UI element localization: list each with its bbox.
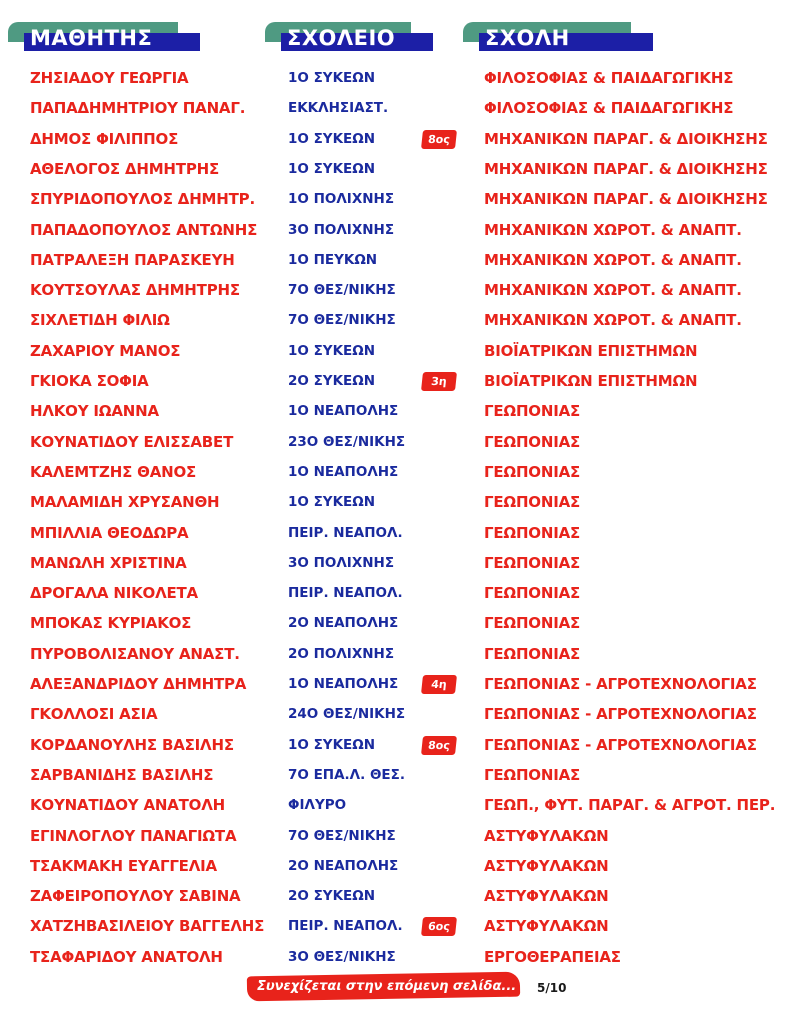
- school-name: 24Ο ΘΕΣ/ΝΙΚΗΣ: [288, 706, 406, 723]
- table-row: [0, 215, 793, 245]
- faculty-name: ΑΣΤΥΦΥΛΑΚΩΝ: [484, 887, 609, 906]
- table-row: [0, 184, 793, 214]
- school-name: 1Ο ΝΕΑΠΟΛΗΣ: [288, 463, 399, 480]
- student-name: ΚΟΥΝΑΤΙΔΟΥ ΕΛΙΣΣΑΒΕΤ: [30, 432, 234, 451]
- rank-badge: 8ος: [421, 736, 457, 755]
- school-name: 7Ο ΘΕΣ/ΝΙΚΗΣ: [288, 827, 396, 844]
- table-row: [0, 154, 793, 184]
- student-name: ΖΗΣΙΑΔΟΥ ΓΕΩΡΓΙΑ: [30, 69, 189, 87]
- faculty-name: ΦΙΛΟΣΟΦΙΑΣ & ΠΑΙΔΑΓΩΓΙΚΗΣ: [484, 69, 734, 87]
- table-row: [0, 366, 793, 396]
- student-name: ΔΗΜΟΣ ΦΙΛΙΠΠΟΣ: [30, 129, 179, 148]
- faculty-name: ΓΕΩΠΟΝΙΑΣ: [484, 614, 581, 633]
- table-row: [0, 457, 793, 487]
- school-name: ΠΕΙΡ. ΝΕΑΠΟΛ.: [288, 524, 403, 541]
- faculty-name: ΓΕΩΠΟΝΙΑΣ: [484, 462, 581, 481]
- faculty-name: ΜΗΧΑΝΙΚΩΝ ΧΩΡΟΤ. & ΑΝΑΠΤ.: [484, 281, 742, 300]
- school-name: 7Ο ΘΕΣ/ΝΙΚΗΣ: [288, 282, 396, 299]
- faculty-name: ΓΕΩΠΟΝΙΑΣ - ΑΓΡΟΤΕΧΝΟΛΟΓΙΑΣ: [484, 675, 757, 693]
- student-name: ΤΣΑΦΑΡΙΔΟΥ ΑΝΑΤΟΛΗ: [30, 947, 223, 966]
- school-name: ΠΕΙΡ. ΝΕΑΠΟΛ.: [288, 918, 403, 935]
- school-name: ΠΕΙΡ. ΝΕΑΠΟΛ.: [288, 585, 403, 602]
- school-name: 1Ο ΣΥΚΕΩΝ: [288, 736, 376, 753]
- student-name: ΜΠΟΚΑΣ ΚΥΡΙΑΚΟΣ: [30, 614, 192, 633]
- student-name: ΠΑΠΑΔΟΠΟΥΛΟΣ ΑΝΤΩΝΗΣ: [30, 220, 258, 239]
- table-row: [0, 93, 793, 123]
- school-name: ΕΚΚΛΗΣΙΑΣΤ.: [288, 100, 389, 117]
- student-name: ΔΡΟΓΑΛΑ ΝΙΚΟΛΕΤΑ: [30, 584, 198, 603]
- table-row: [0, 760, 793, 790]
- student-name: ΤΣΑΚΜΑΚΗ ΕΥΑΓΓΕΛΙΑ: [30, 856, 217, 875]
- student-name: ΠΥΡΟΒΟΛΙΣΑΝΟΥ ΑΝΑΣΤ.: [30, 644, 240, 663]
- student-name: ΜΑΛΑΜΙΔΗ ΧΡΥΣΑΝΘΗ: [30, 493, 220, 512]
- table-row: [0, 942, 793, 972]
- student-name: ΚΟΥΤΣΟΥΛΑΣ ΔΗΜΗΤΡΗΣ: [30, 281, 240, 300]
- faculty-name: ΓΕΩΠΟΝΙΑΣ: [484, 432, 581, 451]
- student-name: ΓΚΙΟΚΑ ΣΟΦΙΑ: [30, 372, 149, 390]
- school-name: 1Ο ΝΕΑΠΟΛΗΣ: [288, 676, 399, 692]
- header-faculty: [463, 22, 653, 54]
- table-row: [0, 305, 793, 335]
- faculty-name: ΜΗΧΑΝΙΚΩΝ ΠΑΡΑΓ. & ΔΙΟΙΚΗΣΗΣ: [484, 159, 768, 178]
- rank-badge: 4η: [421, 675, 457, 694]
- student-name: ΕΓΙΝΛΟΓΛΟΥ ΠΑΝΑΓΙΩΤΑ: [30, 826, 237, 845]
- faculty-name: ΒΙΟΪΑΤΡΙΚΩΝ ΕΠΙΣΤΗΜΩΝ: [484, 372, 698, 390]
- rank-badge: 3η: [421, 372, 457, 391]
- table-row: [0, 396, 793, 426]
- header-school-label: ΣΧΟΛΕΙΟ: [287, 26, 396, 50]
- table-row: [0, 730, 793, 760]
- student-name: ΣΙΧΛΕΤΙΔΗ ΦΙΛΙΩ: [30, 311, 170, 330]
- school-name: 7Ο ΘΕΣ/ΝΙΚΗΣ: [288, 312, 396, 329]
- rank-badge: 6ος: [421, 917, 457, 936]
- faculty-name: ΜΗΧΑΝΙΚΩΝ ΧΩΡΟΤ. & ΑΝΑΠΤ.: [484, 220, 742, 239]
- school-name: 2Ο ΝΕΑΠΟΛΗΣ: [288, 615, 399, 632]
- table-row: [0, 336, 793, 366]
- student-name: ΧΑΤΖΗΒΑΣΙΛΕΙΟΥ ΒΑΓΓΕΛΗΣ: [30, 917, 265, 936]
- student-name: ΜΑΝΩΛΗ ΧΡΙΣΤΙΝΑ: [30, 553, 187, 572]
- faculty-name: ΓΕΩΠΟΝΙΑΣ - ΑΓΡΟΤΕΧΝΟΛΟΓΙΑΣ: [484, 735, 757, 754]
- faculty-name: ΒΙΟΪΑΤΡΙΚΩΝ ΕΠΙΣΤΗΜΩΝ: [484, 341, 698, 360]
- school-name: 3Ο ΠΟΛΙΧΝΗΣ: [288, 221, 395, 238]
- table-row: [0, 275, 793, 305]
- table-row: [0, 669, 793, 699]
- faculty-name: ΑΣΤΥΦΥΛΑΚΩΝ: [484, 856, 609, 875]
- faculty-name: ΜΗΧΑΝΙΚΩΝ ΠΑΡΑΓ. & ΔΙΟΙΚΗΣΗΣ: [484, 129, 768, 148]
- school-name: 3Ο ΠΟΛΙΧΝΗΣ: [288, 554, 395, 571]
- table-row: [0, 427, 793, 457]
- school-name: 2Ο ΣΥΚΕΩΝ: [288, 888, 376, 905]
- school-name: 1Ο ΣΥΚΕΩΝ: [288, 342, 376, 359]
- table-row: [0, 518, 793, 548]
- table-row: [0, 124, 793, 154]
- faculty-name: ΓΕΩΠ., ΦΥΤ. ΠΑΡΑΓ. & ΑΓΡΟΤ. ΠΕΡ.: [484, 796, 776, 815]
- table-row: [0, 790, 793, 820]
- student-name: ΖΑΦΕΙΡΟΠΟΥΛΟΥ ΣΑΒΙΝΑ: [30, 887, 241, 906]
- faculty-name: ΓΕΩΠΟΝΙΑΣ - ΑΓΡΟΤΕΧΝΟΛΟΓΙΑΣ: [484, 705, 757, 724]
- student-name: ΣΠΥΡΙΔΟΠΟΥΛΟΣ ΔΗΜΗΤΡ.: [30, 190, 255, 209]
- school-name: 2Ο ΠΟΛΙΧΝΗΣ: [288, 645, 395, 662]
- faculty-name: ΑΣΤΥΦΥΛΑΚΩΝ: [484, 917, 609, 936]
- school-name: 1Ο ΣΥΚΕΩΝ: [288, 130, 376, 147]
- table-row: [0, 608, 793, 638]
- school-name: 1Ο ΣΥΚΕΩΝ: [288, 494, 376, 511]
- student-name: ΚΟΡΔΑΝΟΥΛΗΣ ΒΑΣΙΛΗΣ: [30, 735, 234, 754]
- faculty-name: ΓΕΩΠΟΝΙΑΣ: [484, 523, 581, 542]
- header-student: [8, 22, 200, 54]
- faculty-name: ΜΗΧΑΝΙΚΩΝ ΠΑΡΑΓ. & ΔΙΟΙΚΗΣΗΣ: [484, 190, 768, 209]
- table-row: [0, 639, 793, 669]
- school-name: 7Ο ΕΠΑ.Λ. ΘΕΣ.: [288, 766, 405, 783]
- student-name: ΓΚΟΛΛΟΣΙ ΑΣΙΑ: [30, 705, 158, 724]
- school-name: 1Ο ΠΕΥΚΩΝ: [288, 251, 378, 268]
- school-name: 2Ο ΣΥΚΕΩΝ: [288, 373, 376, 389]
- faculty-name: ΦΙΛΟΣΟΦΙΑΣ & ΠΑΙΔΑΓΩΓΙΚΗΣ: [484, 99, 734, 118]
- school-name: ΦΙΛΥΡΟ: [288, 797, 347, 814]
- school-name: 1Ο ΣΥΚΕΩΝ: [288, 160, 376, 177]
- table-row: [0, 699, 793, 729]
- school-name: 2Ο ΝΕΑΠΟΛΗΣ: [288, 857, 399, 874]
- table-row: [0, 487, 793, 517]
- student-name: ΣΑΡΒΑΝΙΔΗΣ ΒΑΣΙΛΗΣ: [30, 765, 214, 784]
- faculty-name: ΕΡΓΟΘΕΡΑΠΕΙΑΣ: [484, 947, 621, 966]
- faculty-name: ΓΕΩΠΟΝΙΑΣ: [484, 584, 581, 603]
- continue-text: Συνεχίζεται στην επόμενη σελίδα...: [257, 979, 517, 994]
- table-row: [0, 851, 793, 881]
- faculty-name: ΓΕΩΠΟΝΙΑΣ: [484, 493, 581, 512]
- faculty-name: ΓΕΩΠΟΝΙΑΣ: [484, 553, 581, 572]
- header-school: [265, 22, 433, 54]
- header-student-label: ΜΑΘΗΤΗΣ: [30, 26, 153, 50]
- student-name: ΗΛΚΟΥ ΙΩΑΝΝΑ: [30, 402, 159, 421]
- student-name: ΑΘΕΛΟΓΟΣ ΔΗΜΗΤΡΗΣ: [30, 159, 220, 178]
- faculty-name: ΑΣΤΥΦΥΛΑΚΩΝ: [484, 826, 609, 845]
- rank-badge: 8ος: [421, 130, 457, 149]
- table-row: [0, 63, 793, 93]
- school-name: 1Ο ΣΥΚΕΩΝ: [288, 70, 376, 86]
- table-row: [0, 881, 793, 911]
- student-name: ΚΑΛΕΜΤΖΗΣ ΘΑΝΟΣ: [30, 462, 197, 481]
- student-name: ΑΛΕΞΑΝΔΡΙΔΟΥ ΔΗΜΗΤΡΑ: [30, 675, 247, 693]
- student-name: ΜΠΙΛΛΙΑ ΘΕΟΔΩΡΑ: [30, 523, 189, 542]
- student-name: ΠΑΤΡΑΛΕΞΗ ΠΑΡΑΣΚΕΥΗ: [30, 250, 235, 269]
- faculty-name: ΓΕΩΠΟΝΙΑΣ: [484, 644, 581, 663]
- student-name: ΖΑΧΑΡΙΟΥ ΜΑΝΟΣ: [30, 341, 181, 360]
- school-name: 1Ο ΠΟΛΙΧΝΗΣ: [288, 191, 395, 208]
- table-row: [0, 911, 793, 941]
- school-name: 23Ο ΘΕΣ/ΝΙΚΗΣ: [288, 433, 406, 450]
- school-name: 3Ο ΘΕΣ/ΝΙΚΗΣ: [288, 948, 396, 965]
- faculty-name: ΓΕΩΠΟΝΙΑΣ: [484, 402, 581, 421]
- table-row: [0, 821, 793, 851]
- faculty-name: ΜΗΧΑΝΙΚΩΝ ΧΩΡΟΤ. & ΑΝΑΠΤ.: [484, 250, 742, 269]
- page-number: 5/10: [537, 981, 567, 995]
- faculty-name: ΜΗΧΑΝΙΚΩΝ ΧΩΡΟΤ. & ΑΝΑΠΤ.: [484, 311, 742, 330]
- table-row: [0, 245, 793, 275]
- table-row: [0, 578, 793, 608]
- table-row: [0, 548, 793, 578]
- school-name: 1Ο ΝΕΑΠΟΛΗΣ: [288, 403, 399, 420]
- student-name: ΚΟΥΝΑΤΙΔΟΥ ΑΝΑΤΟΛΗ: [30, 796, 225, 815]
- header-faculty-label: ΣΧΟΛΗ: [485, 26, 570, 50]
- faculty-name: ΓΕΩΠΟΝΙΑΣ: [484, 765, 581, 784]
- student-name: ΠΑΠΑΔΗΜΗΤΡΙΟΥ ΠΑΝΑΓ.: [30, 99, 246, 118]
